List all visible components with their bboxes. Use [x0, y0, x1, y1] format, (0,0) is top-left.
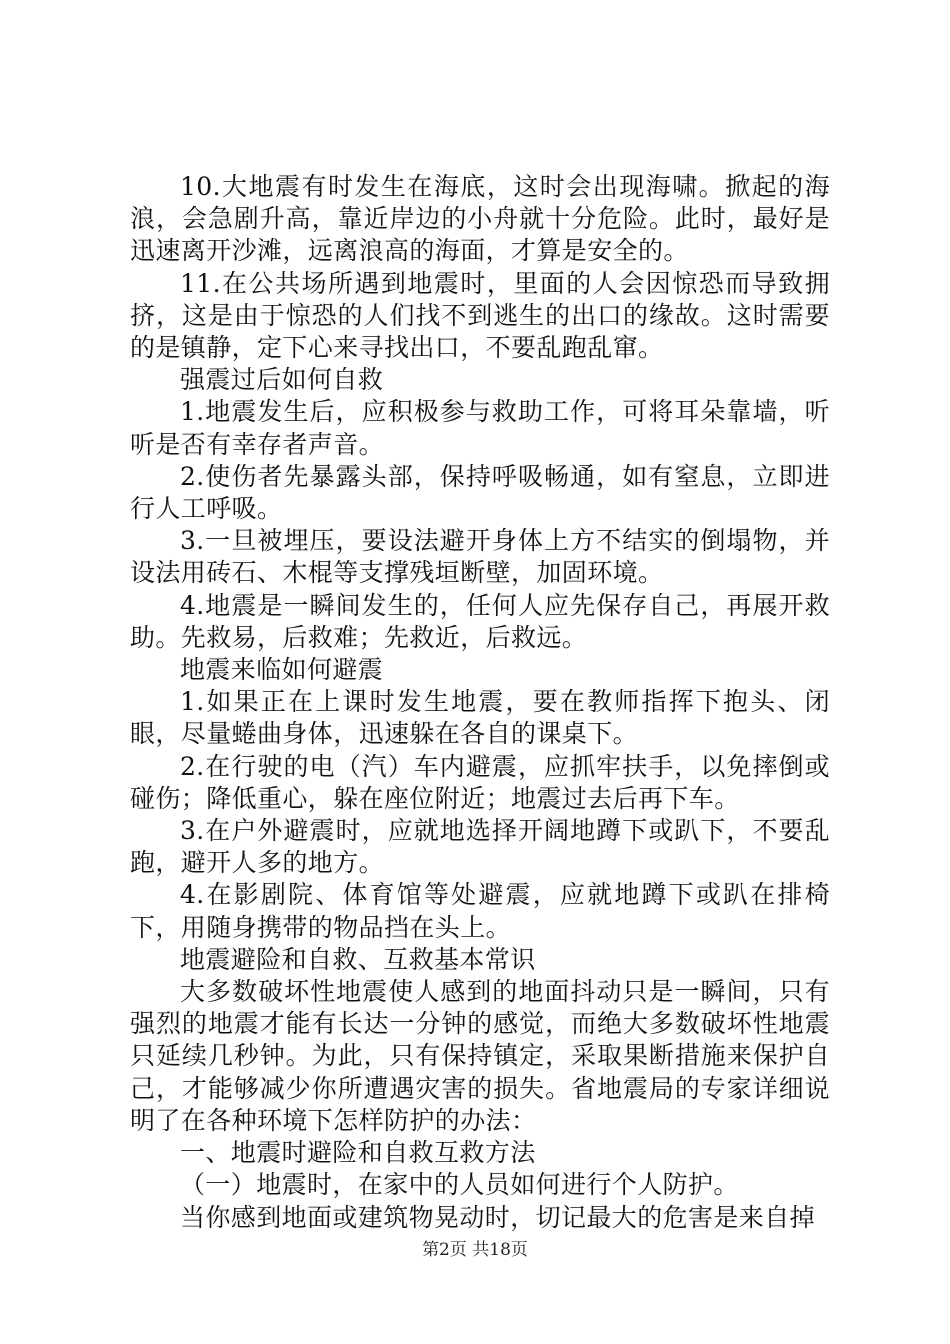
- paragraph-avoid-2: 2.在行驶的电（汽）车内避震，应抓牢扶手，以免摔倒或碰伤；降低重心，躲在座位附近；地震过去后再下车。: [130, 751, 830, 813]
- paragraph-rescue-1: 1.地震发生后，应积极参与救助工作，可将耳朵靠墙，听听是否有幸存者声音。: [130, 397, 830, 459]
- paragraph-intro: 大多数破坏性地震使人感到的地面抖动只是一瞬间，只有强烈的地震才能有长达一分钟的感觉，而绝大多数破坏性地震只延续几秒钟。为此，只有保持镇定，采取果断措施来保护自己，才能够减少你所遭遇灾害的损失。省地震局的专家详细说明了在各种环境下怎样防护的办法：: [130, 977, 830, 1135]
- paragraph-rescue-2: 2.使伤者先暴露头部，保持呼吸畅通，如有窒息，立即进行人工呼吸。: [130, 461, 830, 524]
- paragraph-item-10: 10.大地震有时发生在海底，这时会出现海啸。掀起的海浪，会急剧升高，靠近岸边的小舟就十分危险。此时，最好是迅速离开沙滩，远离浪高的海面，才算是安全的。: [130, 172, 830, 266]
- paragraph-item-11: 11.在公共场所遇到地震时，里面的人会因惊恐而导致拥挤，这是由于惊恐的人们找不到逃生的出口的缘故。这时需要的是镇静，定下心来寻找出口，不要乱跑乱窜。: [130, 268, 830, 363]
- section-heading-methods: 一、地震时避险和自救互救方法: [180, 1138, 536, 1168]
- section-heading-avoid-quake: 地震来临如何避震: [180, 655, 384, 685]
- section-heading-self-rescue: 强震过后如何自救: [180, 365, 384, 395]
- paragraph-avoid-1: 1.如果正在上课时发生地震，要在教师指挥下抱头、闭眼，尽量蜷曲身体，迅速躲在各自的课桌下。: [130, 687, 830, 749]
- document-body: [130, 171, 830, 1234]
- paragraph-rescue-3: 3.一旦被埋压，要设法避开身体上方不结实的倒塌物，并设法用砖石、木棍等支撑残垣断壁，加固环境。: [130, 526, 830, 588]
- section-heading-basic-knowledge: 地震避险和自救、互救基本常识: [180, 944, 536, 974]
- paragraph-avoid-3: 3.在户外避震时，应就地选择开阔地蹲下或趴下，不要乱跑，避开人多的地方。: [130, 816, 830, 878]
- paragraph-avoid-4: 4.在影剧院、体育馆等处避震，应就地蹲下或趴在排椅下，用随身携带的物品挡在头上。: [130, 880, 830, 942]
- subsection-heading-home: （一）地震时，在家中的人员如何进行个人防护。: [180, 1170, 739, 1200]
- paragraph-home-start: 当你感到地面或建筑物晃动时，切记最大的危害是来自掉: [180, 1202, 816, 1232]
- page-number-footer: 第2页 共18页: [422, 1240, 528, 1260]
- paragraph-rescue-4: 4.地震是一瞬间发生的，任何人应先保存自己，再展开救助。先救易，后救难；先救近，后救远。: [130, 590, 830, 652]
